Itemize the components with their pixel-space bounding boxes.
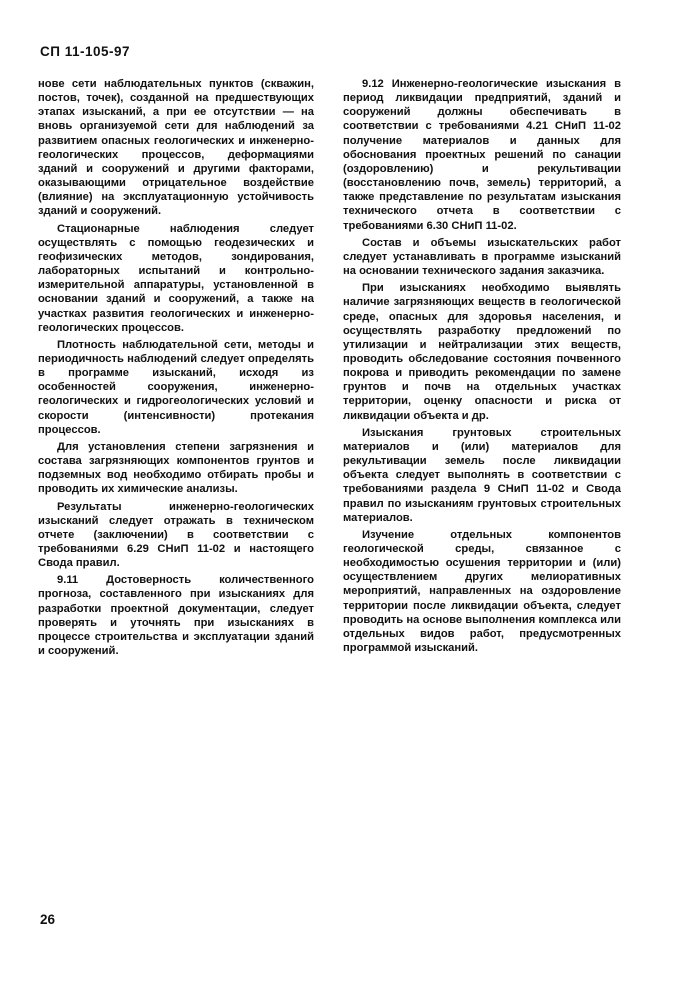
page-number: 26 — [40, 912, 56, 927]
section-9-11: 9.11 Достоверность количественного прогноза, составленного при изысканиях для разработки проектной документации, следует проверять и уточнять при изысканиях в процессе строительства и эксплуатации зданий и сооружений. — [38, 574, 314, 658]
paragraph: Результаты инженерно-геологических изысканий следует отражать в техническом отчете (заключении) в соответствии с требованиями 6.29 СНиП 11-02 и настоящего Свода правил. — [38, 500, 314, 570]
section-number: 9.11 — [57, 574, 79, 587]
left-text-column — [38, 77, 314, 661]
paragraph: Стационарные наблюдения следует осуществлять с помощью геодезических и геофизических методов, зондирования, лабораторных испытаний и контрольно-измерительной аппаратуры, установленной в основании зданий и сооружений, а также на участках развития геологических и инженерно-геологических процессов. — [38, 222, 314, 334]
paragraph: Состав и объемы изыскательских работ следует устанавливать в программе изысканий на основании технического задания заказчика. — [343, 236, 621, 278]
paragraph: Изучение отдельных компонентов геологической среды, связанное с необходимостью осушения территории и (или) осуществлением других мелиоративных мероприятий, направленных на оздоровление территории после ликвидации объекта, следует проводить на основе выполнения комплекса или отдельных видов работ, предусмотренных программой изысканий. — [343, 528, 621, 655]
paragraph: нове сети наблюдательных пунктов (скважин, постов, точек), созданной на предшествующих этапах изысканий, а при ее отсутствии — на вновь организуемой сети для наблюдений за развитием опасных геологических и инженерно-геологических процессов, деформациями зданий и сооружений и другими факторами, оказывающими отрицательное воздействие (влияние) на эксплуатационную устойчивость зданий и сооружений. — [38, 78, 314, 218]
paragraph: Плотность наблюдательной сети, методы и периодичность наблюдений следует определять в программе изысканий, исходя из особенностей сооружения, инженерно-геологических и гидрогеологических условий и скорости (интенсивности) протекания процессов. — [38, 338, 314, 436]
document-code: СП 11-105-97 — [40, 44, 131, 59]
section-number: 9.12 — [362, 78, 384, 90]
paragraph: При изысканиях необходимо выявлять наличие загрязняющих веществ в геологической среде, опасных для здоровья населения, и осуществлять разработку предложений по утилизации и нейтрализации этих веществ, проводить обследование состояния почвенного покрова и приводить рекомендации по замене грунтов и почв на отдельных участках территории, оценку опасности и риска от ликвидации объекта и др. — [343, 282, 621, 422]
paragraph: Изыскания грунтовых строительных материалов и (или) материалов для рекультивации земель после ликвидации объекта следует выполнять в соответствии с требованиями раздела 9 СНиП 11-02 и Свода правил по изысканиям грунтовых строительных материалов. — [343, 426, 621, 524]
paragraph: Для установления степени загрязнения и состава загрязняющих компонентов грунтов и подземных вод необходимо отбирать пробы и проводить их химические анализы. — [38, 440, 314, 496]
section-9-12: 9.12 Инженерно-геологические изыскания в период ликвидации предприятий, зданий и сооружений должны обеспечивать в соответствии с требованиями 4.21 СНиП 11-02 получение материалов и данных для обоснования проектных решений по санации (оздоровлению) и рекультивации (восстановлению почв, земель) территорий, а также представление по результатам изыскания технического отчета в соответствии с требованиями 6.30 СНиП 11-02. — [343, 78, 621, 232]
right-text-column — [343, 77, 621, 658]
